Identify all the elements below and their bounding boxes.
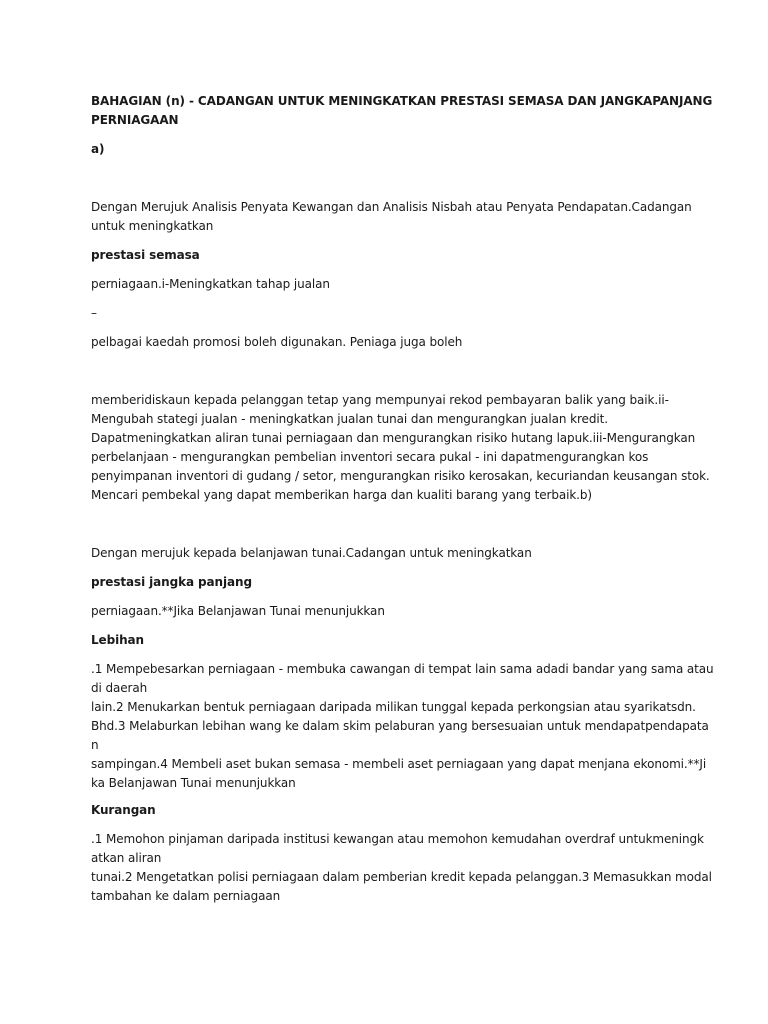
paragraph-line: Mengubah stategi jualan - meningkatkan jualan tunai dan mengurangkan jualan kredit. bbox=[91, 412, 608, 426]
paragraph-line: tambahan ke dalam perniagaan bbox=[91, 889, 281, 903]
surplus-heading: Lebihan bbox=[91, 633, 144, 647]
paragraph-line: .1 Memohon pinjaman daripada institusi kewangan atau memohon kemudahan overdraf untukmeningk bbox=[91, 832, 704, 846]
heading-line: BAHAGIAN (n) - CADANGAN UNTUK MENINGKATKAN PRESTASI SEMASA DAN JANGKAPANJANG bbox=[91, 94, 713, 108]
paragraph-line: n bbox=[91, 738, 99, 752]
paragraph-line: tunai.2 Mengetatkan polisi perniagaan dalam pemberian kredit kepada pelanggan.3 Memasukkan modal bbox=[91, 870, 712, 884]
paragraph-line: perbelanjaan - mengurangkan pembelian inventori secara pukal - ini dapatmengurangkan kos bbox=[91, 450, 649, 464]
intro-paragraph-b: Dengan merujuk kepada belanjawan tunai.Cadangan untuk meningkatkan bbox=[91, 546, 532, 560]
paragraph-line: atkan aliran bbox=[91, 851, 162, 865]
surplus-paragraph bbox=[91, 660, 714, 793]
paragraph-line: untuk meningkatkan bbox=[91, 219, 214, 233]
paragraph-line: Bhd.3 Melaburkan lebihan wang ke dalam skim pelaburan yang bersesuaian untuk mendapatpendapata bbox=[91, 719, 709, 733]
paragraph-line: ka Belanjawan Tunai menunjukkan bbox=[91, 776, 296, 790]
dash-separator: – bbox=[91, 306, 97, 320]
paragraph-line: Mencari pembekal yang dapat memberikan harga dan kualiti barang yang terbaik.b) bbox=[91, 488, 592, 502]
paragraph-current-3 bbox=[91, 391, 710, 505]
subheading-long-term-performance: prestasi jangka panjang bbox=[91, 575, 252, 589]
paragraph-current-2: pelbagai kaedah promosi boleh digunakan. Peniaga juga boleh bbox=[91, 335, 463, 349]
part-a-label: a) bbox=[91, 142, 105, 156]
paragraph-current-1: perniagaan.i-Meningkatkan tahap jualan bbox=[91, 277, 330, 291]
paragraph-line: .1 Mempebesarkan perniagaan - membuka cawangan di tempat lain sama adadi bandar yang sama atau bbox=[91, 662, 714, 676]
deficit-heading: Kurangan bbox=[91, 803, 156, 817]
paragraph-line: Dengan Merujuk Analisis Penyata Kewangan dan Analisis Nisbah atau Penyata Pendapatan.Cadangan bbox=[91, 200, 692, 214]
deficit-paragraph bbox=[91, 830, 712, 906]
paragraph-line: memberidiskaun kepada pelanggan tetap yang mempunyai rekod pembayaran balik yang baik.ii- bbox=[91, 393, 669, 407]
paragraph-line: penyimpanan inventori di gudang / setor, mengurangkan risiko kerosakan, kecuriandan keusangan stok. bbox=[91, 469, 710, 483]
subheading-current-performance: prestasi semasa bbox=[91, 248, 200, 262]
paragraph-line: sampingan.4 Membeli aset bukan semasa - membeli aset perniagaan yang dapat menjana ekonomi.**Ji bbox=[91, 757, 707, 771]
intro-paragraph-a bbox=[91, 198, 691, 236]
paragraph-line: Dapatmeningkatkan aliran tunai perniagaan dan mengurangkan risiko hutang lapuk.iii-Mengurangkan bbox=[91, 431, 696, 445]
paragraph-line: lain.2 Menukarkan bentuk perniagaan daripada milikan tunggal kepada perkongsian atau syarikatsdn. bbox=[91, 700, 696, 714]
paragraph-line: di daerah bbox=[91, 681, 148, 695]
paragraph-long-1: perniagaan.**Jika Belanjawan Tunai menunjukkan bbox=[91, 604, 385, 618]
heading-line: PERNIAGAAN bbox=[91, 113, 179, 127]
document-heading bbox=[91, 92, 713, 130]
